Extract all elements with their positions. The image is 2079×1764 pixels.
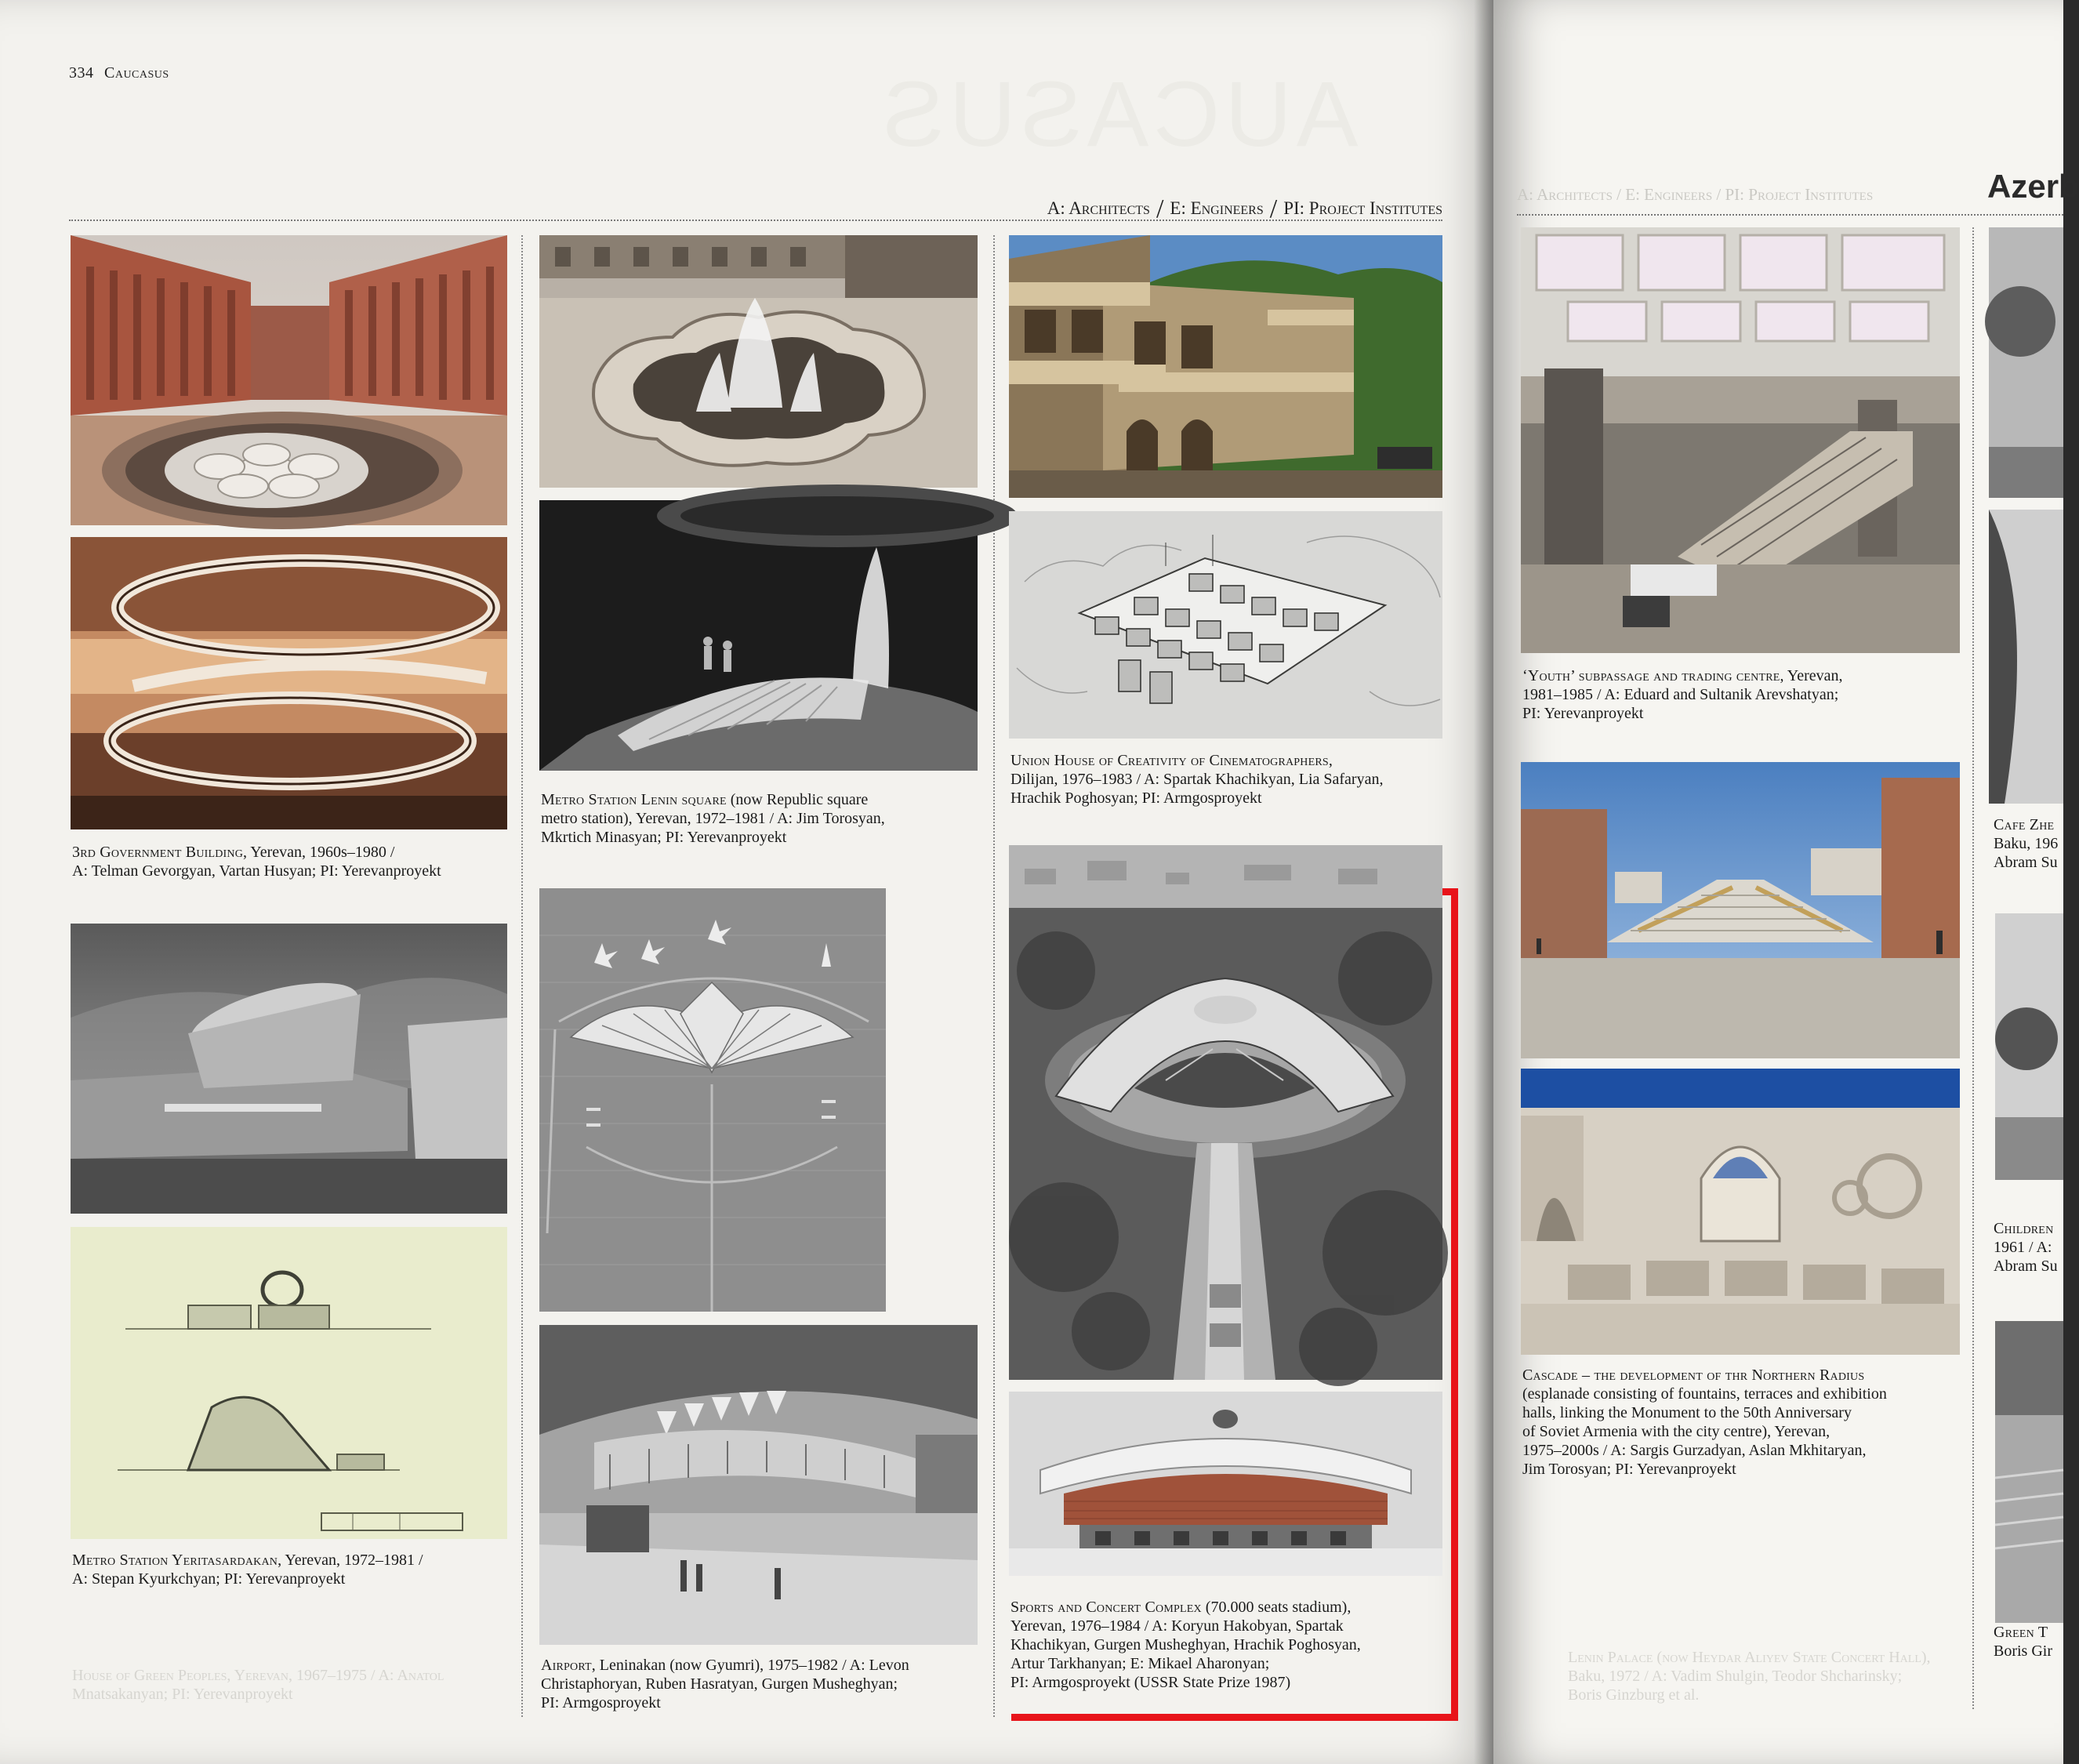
column-divider [1972,227,1974,1709]
header-rule [1517,214,2063,216]
country-heading: Azerb [1987,168,2079,205]
photo-cascade-exhibition [1521,1069,1960,1355]
photo-children-cut [1995,913,2063,1180]
photo-airport-aerial [539,888,886,1312]
photo-youth-subpassage [1521,227,1960,653]
header-rule [69,220,1442,221]
photo-green-theatre-cut [1995,1321,2063,1623]
photo-cascade-stairs [1521,762,1960,1058]
show-through-text: AUCASUS [878,63,1359,166]
photo-lenin-square-fountain [539,235,978,488]
caption-union-house: Union House of Creativity of Cinematographers, Dilijan, 1976–1983 / A: Spartak Khachikyan, Lia Safaryan, Hrachik Poghosyan; PI: Armgosproyekt [1010,752,1384,807]
red-highlight-tick [1442,888,1458,895]
red-highlight-bracket [1011,888,1458,1721]
legend: A: Architects / E: Engineers / PI: Project Institutes [1047,194,1442,223]
photo-airport-hall [539,1325,978,1645]
column-divider [521,235,523,1717]
caption-cafe-cut: Cafe Zhe Baku, 196 Abram Su [1994,816,2059,871]
photo-cafe-detail-cut [1989,510,2063,804]
legend-engineers: E: Engineers [1170,198,1264,218]
section-title: Caucasus [104,64,169,82]
photo-cafe-cut [1989,227,2063,498]
show-through-caption: Lenin Palace (now Heydar Aliyev State Concert Hall), Baku, 1972 / A: Vadim Shulgin, Teodor Shcharinsky; Boris Ginzburg et al. [1568,1649,1931,1704]
caption-cascade: Cascade – the development of thr Northern Radius (esplanade consisting of fountains, terraces and exhibition halls, linking the Monument to the 50th Anniversary of Soviet Armenia with the city centre), Yerevan, 1975–2000s / A: Sargis Gurzadyan, Aslan Mkhitaryan, Jim Torosyan; PI: Yerevanproyekt [1522,1367,1887,1478]
caption-metro-yeritasardakan: Metro Station Yeritasardakan, Yerevan, 1972–1981 / A: Stepan Kyurkchyan; PI: Yerevanproyekt [72,1552,423,1588]
caption-sports-complex: Sports and Concert Complex (70.000 seats stadium), Yerevan, 1976–1984 / A: Koryun Hakobyan, Spartak Khachikyan, Gurgen Musheghyan, Hrachik Poghosyan, Artur Tarkhanyan; E: Mikael Aharonyan; PI: Armgosproyekt (USSR State Prize 1987) [1010,1599,1361,1691]
legend-institutes: PI: Project Institutes [1283,198,1442,218]
show-through-caption: House of Green Peoples, Yerevan, 1967–1975 / A: Anatol Mnatsakanyan; PI: Yerevanproyekt [72,1667,444,1703]
photo-yeritasardakan-metro [71,924,507,1214]
photo-lenin-square-interior [539,500,978,771]
column-divider [993,235,995,1717]
photo-union-house-facade [1009,235,1442,498]
right-page [1493,0,2079,1764]
photo-government-ramp [71,537,507,829]
caption-youth-subpassage: ‘Youth’ subpassage and trading centre, Yerevan, 1981–1985 / A: Eduard and Sultanik Arevshatyan; PI: Yerevanproyekt [1522,667,1843,722]
drawing-union-house-aerial [1009,511,1442,739]
photo-government-courtyard [71,235,507,525]
page-number: 334 [69,64,94,82]
running-head [69,64,169,82]
legend-show-through: A: Architects / E: Engineers / PI: Project Institutes [1517,185,1874,204]
legend-architects: A: Architects [1047,198,1150,218]
caption-airport: Airport, Leninakan (now Gyumri), 1975–1982 / A: Levon Christaphoryan, Ruben Hasratyan, Gurgen Musheghyan; PI: Armgosproyekt [541,1657,909,1711]
caption-title: 3rd Government Building [72,844,244,861]
caption-green-theatre-cut: Green T Boris Gir [1994,1624,2052,1660]
drawing-yeritasardakan-elevations [71,1227,507,1539]
caption-metro-lenin-square: Metro Station Lenin square (now Republic square metro station), Yerevan, 1972–1981 / A: Jim Torosyan, Mkrtich Minasyan; PI: Yerevanproyekt [541,791,885,846]
caption-children-cut: Children 1961 / A: Abram Su [1994,1220,2058,1275]
caption-government-building: 3rd Government Building, Yerevan, 1960s–1980 / A: Telman Gevorgyan, Vartan Husyan; PI: Yerevanproyekt [72,844,441,880]
